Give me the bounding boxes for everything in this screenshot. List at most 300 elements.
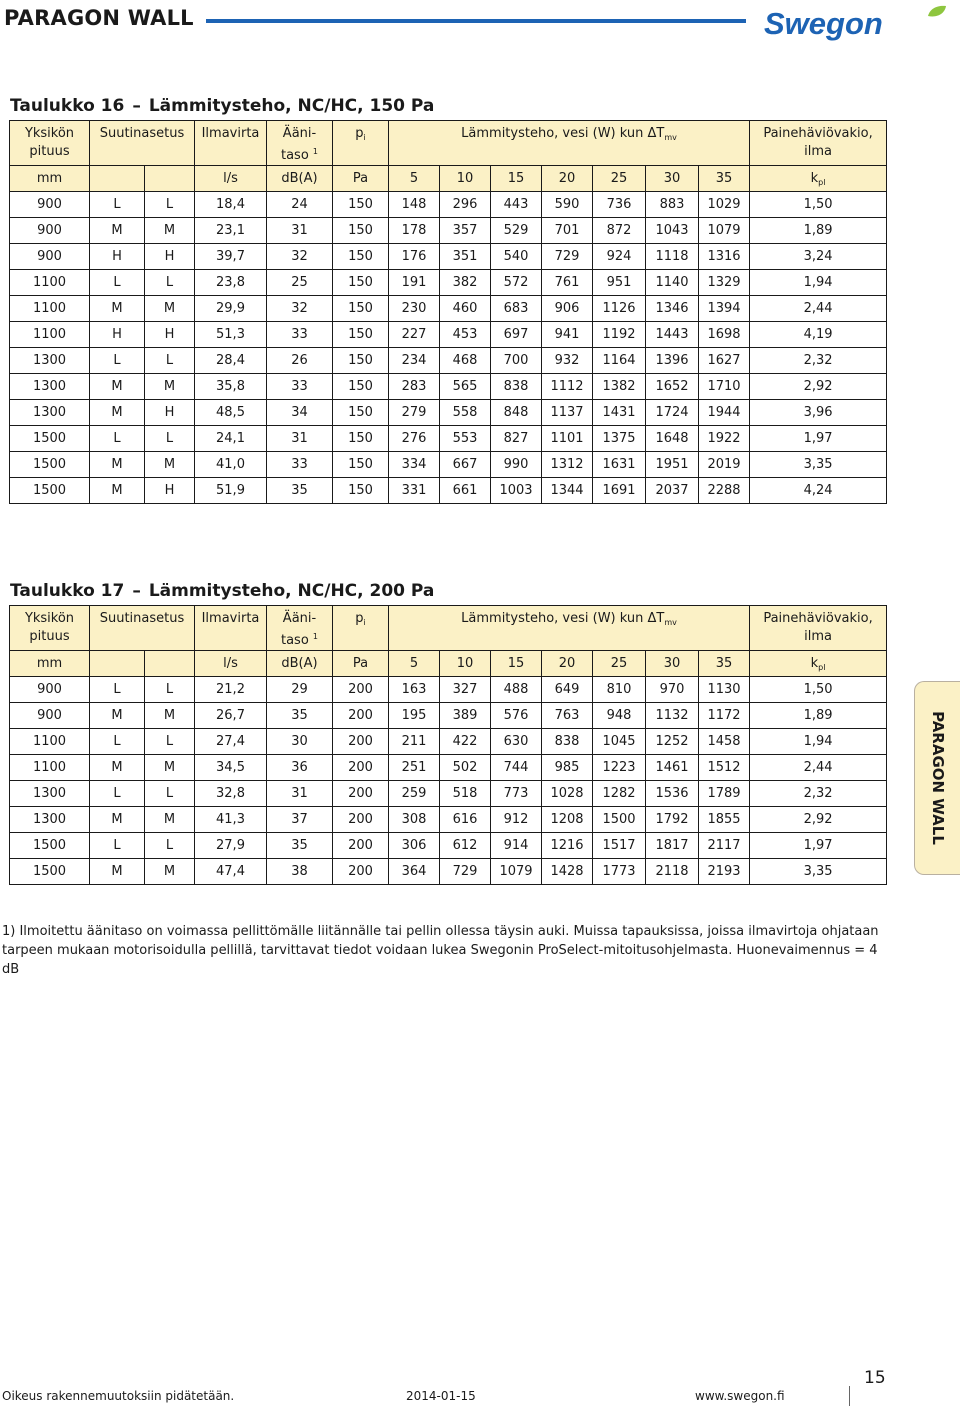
table16 xyxy=(9,120,887,504)
table-cell: H xyxy=(145,244,195,270)
table-cell: 1130 xyxy=(699,677,750,703)
page-header-title: PARAGON WALL xyxy=(4,6,194,30)
table-cell: 1300 xyxy=(10,807,90,833)
header-cell: 30 xyxy=(646,651,699,677)
table-cell: 1028 xyxy=(542,781,593,807)
table-row xyxy=(10,452,887,478)
table-cell: 306 xyxy=(389,833,440,859)
table-cell: 389 xyxy=(440,703,491,729)
table-cell: M xyxy=(145,807,195,833)
table-cell: 4,24 xyxy=(750,478,887,504)
header-cell: l/s xyxy=(195,651,267,677)
table-cell: 1443 xyxy=(646,322,699,348)
header-cell: mm xyxy=(10,166,90,192)
table-cell: 906 xyxy=(542,296,593,322)
table-cell: 941 xyxy=(542,322,593,348)
table16-header-row xyxy=(10,121,887,166)
table-cell: 990 xyxy=(491,452,542,478)
table-cell: 150 xyxy=(333,426,389,452)
table-cell: 1500 xyxy=(10,833,90,859)
table-cell: 553 xyxy=(440,426,491,452)
table-cell: 2288 xyxy=(699,478,750,504)
table-cell: 1140 xyxy=(646,270,699,296)
header-cell: Pa xyxy=(333,166,389,192)
table-cell: L xyxy=(90,833,145,859)
table-cell: 838 xyxy=(542,729,593,755)
table-cell: 3,35 xyxy=(750,452,887,478)
table-cell: 27,4 xyxy=(195,729,267,755)
table-cell: 29,9 xyxy=(195,296,267,322)
table-cell: 1500 xyxy=(10,452,90,478)
table-cell: H xyxy=(90,322,145,348)
header-cell: 15 xyxy=(491,651,542,677)
table-cell: 1817 xyxy=(646,833,699,859)
table-cell: H xyxy=(145,478,195,504)
table-cell: 1252 xyxy=(646,729,699,755)
table-cell: 1100 xyxy=(10,270,90,296)
table-cell: 1,50 xyxy=(750,677,887,703)
table-cell: 1,97 xyxy=(750,426,887,452)
table-cell: 1724 xyxy=(646,400,699,426)
table-cell: 1,89 xyxy=(750,218,887,244)
table-cell: 176 xyxy=(389,244,440,270)
header-cell: $k_{pl}$ xyxy=(750,651,887,677)
table-cell: 1536 xyxy=(646,781,699,807)
table-cell: L xyxy=(145,729,195,755)
table-cell: 24 xyxy=(267,192,333,218)
table-cell: L xyxy=(90,677,145,703)
table-cell: 3,96 xyxy=(750,400,887,426)
table-cell: L xyxy=(145,781,195,807)
table-cell: M xyxy=(90,452,145,478)
table-cell: 26 xyxy=(267,348,333,374)
table-cell: 572 xyxy=(491,270,542,296)
table-cell: 1300 xyxy=(10,781,90,807)
table-cell: 283 xyxy=(389,374,440,400)
table-cell: 211 xyxy=(389,729,440,755)
table-cell: 700 xyxy=(491,348,542,374)
table-cell: 1951 xyxy=(646,452,699,478)
table-cell: 1045 xyxy=(593,729,646,755)
table-cell: 763 xyxy=(542,703,593,729)
table-cell: 1652 xyxy=(646,374,699,400)
table-row xyxy=(10,348,887,374)
swegon-logo-text: Swegon xyxy=(764,6,883,41)
table-cell: 51,3 xyxy=(195,322,267,348)
table-cell: M xyxy=(145,452,195,478)
table-row xyxy=(10,192,887,218)
table-cell: 21,2 xyxy=(195,677,267,703)
table-cell: 32 xyxy=(267,244,333,270)
table-cell: 1648 xyxy=(646,426,699,452)
table-cell: 736 xyxy=(593,192,646,218)
table-cell: M xyxy=(145,218,195,244)
table-cell: 827 xyxy=(491,426,542,452)
table-cell: M xyxy=(145,703,195,729)
table-cell: 364 xyxy=(389,859,440,885)
footer-website[interactable]: www.swegon.fi xyxy=(695,1389,785,1403)
header-cell: 5 xyxy=(389,651,440,677)
table-cell: 234 xyxy=(389,348,440,374)
table-cell: 443 xyxy=(491,192,542,218)
table-cell: 1100 xyxy=(10,296,90,322)
header-cell xyxy=(90,651,145,677)
table-cell: 576 xyxy=(491,703,542,729)
table-cell: 31 xyxy=(267,781,333,807)
table-cell: 31 xyxy=(267,426,333,452)
table-cell: 47,4 xyxy=(195,859,267,885)
table-cell: 2118 xyxy=(646,859,699,885)
table-cell: L xyxy=(90,270,145,296)
table-cell: 1164 xyxy=(593,348,646,374)
table-cell: 1137 xyxy=(542,400,593,426)
table-cell: 1079 xyxy=(491,859,542,885)
table-cell: 38 xyxy=(267,859,333,885)
table-cell: L xyxy=(90,348,145,374)
table-cell: 148 xyxy=(389,192,440,218)
table-cell: 1112 xyxy=(542,374,593,400)
table-cell: 200 xyxy=(333,729,389,755)
table-row xyxy=(10,322,887,348)
table-cell: 150 xyxy=(333,192,389,218)
table-cell: 1100 xyxy=(10,729,90,755)
table-cell: 1208 xyxy=(542,807,593,833)
table-cell: 1461 xyxy=(646,755,699,781)
table-cell: 36 xyxy=(267,755,333,781)
swegon-logo xyxy=(760,2,950,42)
table-cell: 200 xyxy=(333,677,389,703)
col-heating-header: Lämmitysteho, vesi (W) kun $\Delta T_{mv}$ xyxy=(389,121,750,166)
table-cell: 1428 xyxy=(542,859,593,885)
table-cell: 1631 xyxy=(593,452,646,478)
col-setting-header: Suutinasetus xyxy=(90,606,195,651)
table-cell: 308 xyxy=(389,807,440,833)
table-cell: 518 xyxy=(440,781,491,807)
col-kfactor-header: Painehäviövakio, ilma xyxy=(750,121,887,166)
col-pressure-header: $p_i$ xyxy=(333,121,389,166)
table-cell: 761 xyxy=(542,270,593,296)
table-cell: L xyxy=(145,426,195,452)
table-cell: 35 xyxy=(267,833,333,859)
table-cell: 327 xyxy=(440,677,491,703)
table17-title: Taulukko 17 – Lämmitysteho, NC/HC, 200 Pa xyxy=(10,581,435,601)
table-cell: 150 xyxy=(333,322,389,348)
table-cell: 1396 xyxy=(646,348,699,374)
table-cell: 200 xyxy=(333,781,389,807)
table-cell: 35,8 xyxy=(195,374,267,400)
table-cell: 697 xyxy=(491,322,542,348)
table-cell: 230 xyxy=(389,296,440,322)
table-cell: 178 xyxy=(389,218,440,244)
table-cell: 540 xyxy=(491,244,542,270)
table-cell: 1300 xyxy=(10,348,90,374)
leaf-icon xyxy=(928,6,946,17)
table-cell: 1312 xyxy=(542,452,593,478)
table-cell: 2193 xyxy=(699,859,750,885)
table-cell: 565 xyxy=(440,374,491,400)
table17-units-row xyxy=(10,651,887,677)
table-cell: 1329 xyxy=(699,270,750,296)
table-cell: 331 xyxy=(389,478,440,504)
table-row xyxy=(10,859,887,885)
table-cell: 649 xyxy=(542,677,593,703)
header-cell: 35 xyxy=(699,166,750,192)
table-cell: M xyxy=(90,400,145,426)
table-cell: 2,32 xyxy=(750,781,887,807)
table-cell: H xyxy=(145,322,195,348)
table-cell: 590 xyxy=(542,192,593,218)
table-row xyxy=(10,218,887,244)
table-cell: 1710 xyxy=(699,374,750,400)
table-cell: 18,4 xyxy=(195,192,267,218)
table16-units-row xyxy=(10,166,887,192)
table-cell: 872 xyxy=(593,218,646,244)
table-cell: L xyxy=(145,192,195,218)
table-cell: 1698 xyxy=(699,322,750,348)
table-cell: 1344 xyxy=(542,478,593,504)
table-cell: 914 xyxy=(491,833,542,859)
table-cell: 1,50 xyxy=(750,192,887,218)
table-cell: L xyxy=(90,729,145,755)
table-cell: 1,89 xyxy=(750,703,887,729)
table-cell: 848 xyxy=(491,400,542,426)
table-cell: 1,97 xyxy=(750,833,887,859)
table-cell: 683 xyxy=(491,296,542,322)
table16-title: Taulukko 16 – Lämmitysteho, NC/HC, 150 Pa xyxy=(10,96,435,116)
table-cell: 1172 xyxy=(699,703,750,729)
table-cell: 33 xyxy=(267,322,333,348)
footnote: 1) Ilmoitettu äänitaso on voimassa pellittömälle liitännälle tai pellin ollessa täysin auki. Muissa tapauksissa, joissa ilmavirtoja ohjataan tarpeen mukaan motorisoidulla pellillä, tarvittavat tiedot voidaan lukea Swegonin ProSelect-mitoitusohjelmasta. Huonevaimennus = 4 dB xyxy=(2,924,879,977)
table-cell: 1100 xyxy=(10,322,90,348)
col-setting-header: Suutinasetus xyxy=(90,121,195,166)
table-cell: 1792 xyxy=(646,807,699,833)
table-row xyxy=(10,478,887,504)
table-cell: M xyxy=(145,374,195,400)
table-cell: M xyxy=(145,859,195,885)
table-cell: 200 xyxy=(333,833,389,859)
table-cell: 48,5 xyxy=(195,400,267,426)
table-cell: 773 xyxy=(491,781,542,807)
table-cell: M xyxy=(90,478,145,504)
table-cell: 1458 xyxy=(699,729,750,755)
table-cell: 200 xyxy=(333,807,389,833)
table-cell: 2,32 xyxy=(750,348,887,374)
table-cell: 1,94 xyxy=(750,729,887,755)
table-cell: 900 xyxy=(10,218,90,244)
col-length-header: Yksikön pituus xyxy=(10,121,90,166)
table-cell: H xyxy=(90,244,145,270)
table-cell: 357 xyxy=(440,218,491,244)
table-cell: 35 xyxy=(267,703,333,729)
header-cell: 25 xyxy=(593,166,646,192)
table-cell: 296 xyxy=(440,192,491,218)
table-cell: 39,7 xyxy=(195,244,267,270)
table-cell: 382 xyxy=(440,270,491,296)
header-cell: 20 xyxy=(542,651,593,677)
col-sound-header: Ääni- taso $^1$ xyxy=(267,121,333,166)
table-cell: 351 xyxy=(440,244,491,270)
table-cell: 1627 xyxy=(699,348,750,374)
table-cell: 1773 xyxy=(593,859,646,885)
table-cell: 1300 xyxy=(10,400,90,426)
table-cell: 2117 xyxy=(699,833,750,859)
table-cell: 51,9 xyxy=(195,478,267,504)
table-cell: 1223 xyxy=(593,755,646,781)
table17-header-row xyxy=(10,606,887,651)
header-cell: 35 xyxy=(699,651,750,677)
table-cell: H xyxy=(145,400,195,426)
table-cell: L xyxy=(90,781,145,807)
table-cell: 150 xyxy=(333,400,389,426)
table-cell: 191 xyxy=(389,270,440,296)
table-cell: 150 xyxy=(333,374,389,400)
table-cell: 948 xyxy=(593,703,646,729)
table-cell: 810 xyxy=(593,677,646,703)
table-cell: 3,24 xyxy=(750,244,887,270)
header-cell xyxy=(90,166,145,192)
table-cell: 729 xyxy=(542,244,593,270)
table-row xyxy=(10,807,887,833)
col-heating-header: Lämmitysteho, vesi (W) kun $\Delta T_{mv}$ xyxy=(389,606,750,651)
col-length-header: Yksikön pituus xyxy=(10,606,90,651)
table-cell: 27,9 xyxy=(195,833,267,859)
table-cell: 28,4 xyxy=(195,348,267,374)
table-cell: 1079 xyxy=(699,218,750,244)
table-cell: 970 xyxy=(646,677,699,703)
table-cell: 200 xyxy=(333,859,389,885)
table-cell: 150 xyxy=(333,452,389,478)
table-cell: 468 xyxy=(440,348,491,374)
table-cell: 4,19 xyxy=(750,322,887,348)
table-cell: 1517 xyxy=(593,833,646,859)
table-cell: 1691 xyxy=(593,478,646,504)
table-cell: 924 xyxy=(593,244,646,270)
header-cell: mm xyxy=(10,651,90,677)
table-cell: 453 xyxy=(440,322,491,348)
table-cell: 838 xyxy=(491,374,542,400)
table-cell: 150 xyxy=(333,218,389,244)
table-cell: 900 xyxy=(10,192,90,218)
table-cell: 1375 xyxy=(593,426,646,452)
header-cell: 20 xyxy=(542,166,593,192)
header-cell: l/s xyxy=(195,166,267,192)
table-cell: 32,8 xyxy=(195,781,267,807)
table-cell: 1316 xyxy=(699,244,750,270)
table-cell: 163 xyxy=(389,677,440,703)
table-cell: 1,94 xyxy=(750,270,887,296)
table-cell: L xyxy=(90,426,145,452)
col-kfactor-header: Painehäviövakio, ilma xyxy=(750,606,887,651)
table-cell: M xyxy=(90,374,145,400)
table-cell: 41,0 xyxy=(195,452,267,478)
table-cell: 729 xyxy=(440,859,491,885)
table-cell: 612 xyxy=(440,833,491,859)
table-cell: 1126 xyxy=(593,296,646,322)
table-cell: 900 xyxy=(10,244,90,270)
table-cell: 1855 xyxy=(699,807,750,833)
table-cell: L xyxy=(145,677,195,703)
table-cell: 1132 xyxy=(646,703,699,729)
table-cell: 883 xyxy=(646,192,699,218)
table-cell: 1043 xyxy=(646,218,699,244)
table-row xyxy=(10,400,887,426)
table-cell: M xyxy=(90,859,145,885)
table-cell: 334 xyxy=(389,452,440,478)
table-cell: 900 xyxy=(10,677,90,703)
table-cell: 1029 xyxy=(699,192,750,218)
col-sound-header: Ääni- taso $^1$ xyxy=(267,606,333,651)
table-cell: 912 xyxy=(491,807,542,833)
table-cell: M xyxy=(90,755,145,781)
header-cell: 25 xyxy=(593,651,646,677)
table-cell: 227 xyxy=(389,322,440,348)
table-cell: 932 xyxy=(542,348,593,374)
table-cell: 37 xyxy=(267,807,333,833)
table-cell: 529 xyxy=(491,218,542,244)
table-cell: 41,3 xyxy=(195,807,267,833)
header-cell: 15 xyxy=(491,166,542,192)
table17 xyxy=(9,605,887,885)
table-cell: 1282 xyxy=(593,781,646,807)
table-cell: 279 xyxy=(389,400,440,426)
table-cell: 34,5 xyxy=(195,755,267,781)
table-cell: 24,1 xyxy=(195,426,267,452)
header-cell: 10 xyxy=(440,651,491,677)
table-cell: 1500 xyxy=(10,478,90,504)
table-cell: 200 xyxy=(333,755,389,781)
table-cell: 2,44 xyxy=(750,755,887,781)
header-cell xyxy=(145,651,195,677)
table-cell: M xyxy=(90,703,145,729)
table-cell: 630 xyxy=(491,729,542,755)
table-cell: 2,92 xyxy=(750,374,887,400)
col-airflow-header: Ilmavirta xyxy=(195,606,267,651)
table-cell: 34 xyxy=(267,400,333,426)
table-cell: 661 xyxy=(440,478,491,504)
table-cell: 150 xyxy=(333,348,389,374)
table-cell: L xyxy=(145,833,195,859)
table-row xyxy=(10,296,887,322)
table-cell: 1512 xyxy=(699,755,750,781)
table-cell: 1346 xyxy=(646,296,699,322)
table-row xyxy=(10,781,887,807)
table-cell: 1394 xyxy=(699,296,750,322)
table-cell: 200 xyxy=(333,703,389,729)
table-cell: 150 xyxy=(333,244,389,270)
table-cell: 951 xyxy=(593,270,646,296)
table-cell: 1500 xyxy=(593,807,646,833)
page-number: 15 xyxy=(864,1368,886,1388)
table-cell: 422 xyxy=(440,729,491,755)
table-cell: 150 xyxy=(333,296,389,322)
table-cell: M xyxy=(145,296,195,322)
table-cell: M xyxy=(145,755,195,781)
table-cell: L xyxy=(90,192,145,218)
table-cell: 35 xyxy=(267,478,333,504)
table-row xyxy=(10,426,887,452)
table-cell: 23,8 xyxy=(195,270,267,296)
side-tab-label: PARAGON WALL xyxy=(928,711,947,845)
table-cell: 26,7 xyxy=(195,703,267,729)
header-rule xyxy=(206,19,746,23)
header-cell: 30 xyxy=(646,166,699,192)
table-cell: 1500 xyxy=(10,859,90,885)
table-cell: 195 xyxy=(389,703,440,729)
col-pressure-header: $p_i$ xyxy=(333,606,389,651)
table-cell: 2037 xyxy=(646,478,699,504)
header-cell: 10 xyxy=(440,166,491,192)
table-cell: 1300 xyxy=(10,374,90,400)
